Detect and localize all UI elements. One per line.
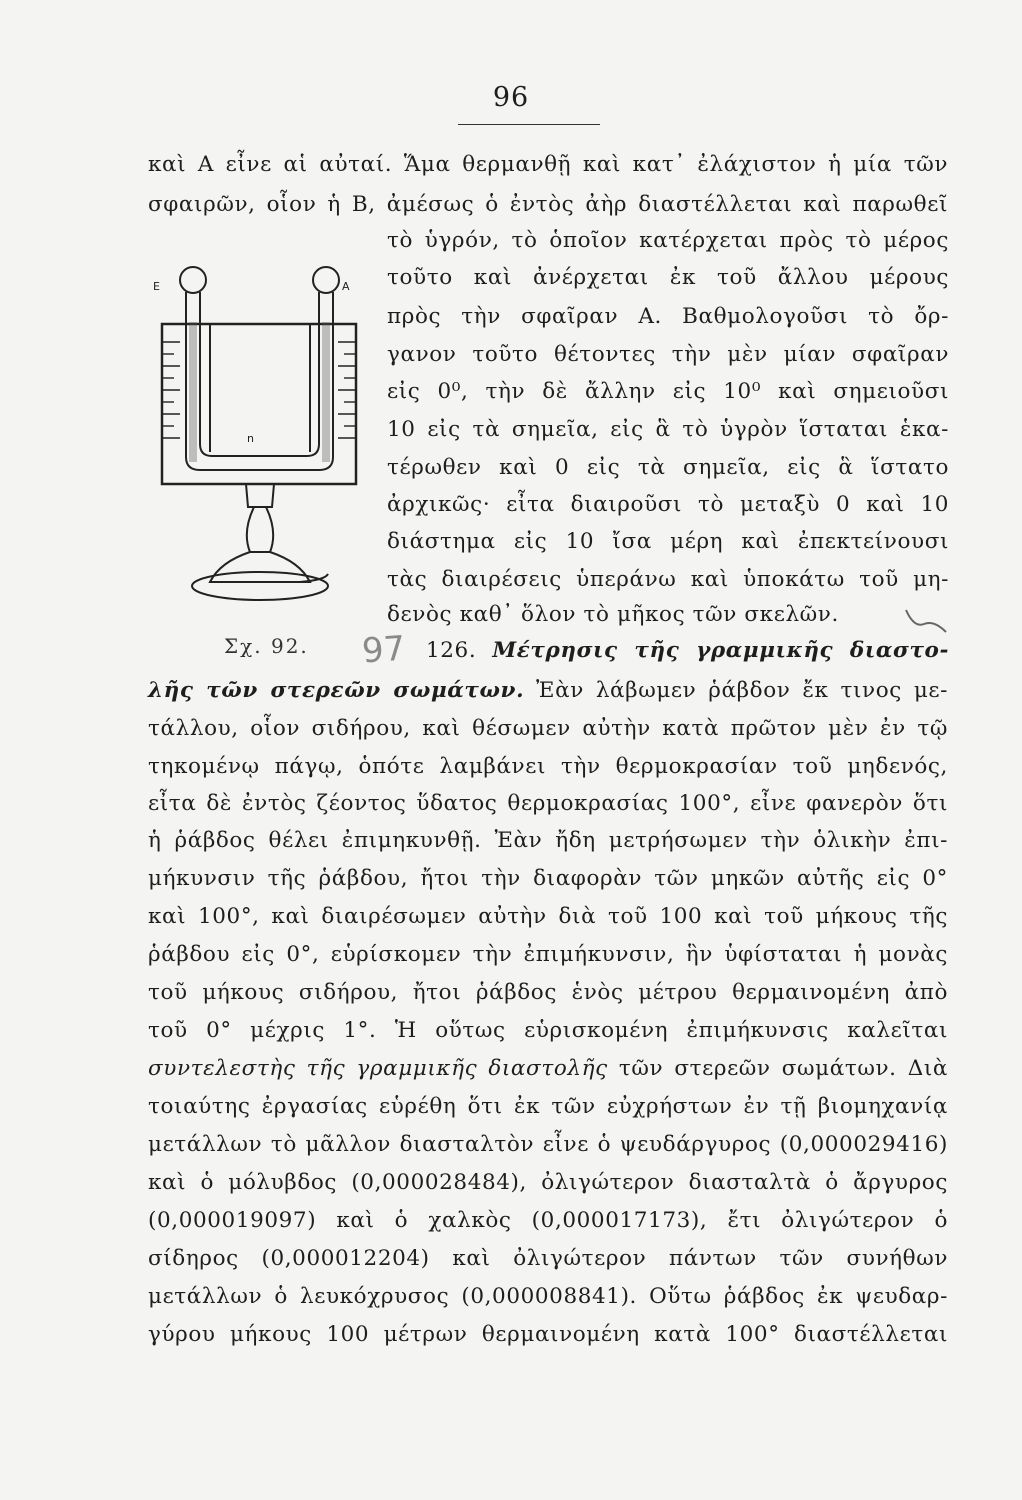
text-line: ἡ ῥάβδος θέλει ἐπιμηκυνθῇ. Ἐὰν ἤδη μετρήσωμεν τὴν ὁλικὴν ἐπι- [148,828,948,853]
section-heading [426,636,949,666]
text-line: καὶ Α εἶνε αἱ αὐταί. Ἅμα θερμανθῇ καὶ κατ᾽ ἐλάχιστον ἡ μία τῶν [148,152,948,177]
text-line: (0,000019097) καὶ ὁ χαλκὸς (0,000017173), ἔτι ὀλιγώτερον ὁ [148,1208,948,1233]
text-line: καὶ ὁ μόλυβδος (0,000028484), ὀλιγώτερον διασταλτὰ ὁ ἄργυρος [148,1170,948,1195]
text-line: τοῦ 0° μέχρις 1°. Ἡ οὕτως εὑρισκομένη ἐπιμήκυνσις καλεῖται [148,1018,948,1043]
text-line: τὸ ὑγρόν, τὸ ὁποῖον κατέρχεται πρὸς τὸ μέρος [387,228,949,253]
text-line: εἶτα δὲ ἐντὸς ζέοντος ὕδατος θερμοκρασίας 100°, εἶνε φανερὸν ὅτι [148,791,948,816]
text-line: σίδηρος (0,000012204) καὶ ὀλιγώτερον πάντων τῶν συνήθων [148,1246,948,1271]
text-line: μετάλλων τὸ μᾶλλον διασταλτὸν εἶνε ὁ ψευδάργυρος (0,000029416) [148,1132,948,1157]
bulb-e [180,267,206,293]
bulb-a [313,267,339,293]
text-line: δενὸς καθ᾽ ὅλον τὸ μῆκος τῶν σκελῶν. [387,602,839,627]
pencil-mark [902,598,952,638]
pencil-annotation: 97 [360,628,407,672]
section-title-cont: λῆς τῶν στερεῶν σωμάτων. [148,678,525,703]
page-number: 96 [492,82,530,113]
label-e: Ε [153,280,160,293]
text-line: εἰς 0⁰, τὴν δὲ ἄλλην εἰς 10⁰ καὶ σημειοῦσι [387,379,949,404]
label-n: n [247,432,254,445]
text-line: καὶ 100°, καὶ διαιρέσωμεν αὐτὴν διὰ τοῦ 100 καὶ τοῦ μήκους τῆς [148,904,948,929]
text-line: μετάλλων ὁ λευκόχρυσος (0,000008841). Οὕτω ῥάβδος ἐκ ψευδαρ- [148,1284,948,1309]
text-line: γανον τοῦτο θέτοντες τὴν μὲν μίαν σφαῖραν [387,342,949,367]
text-line: ῥάβδου εἰς 0°, εὑρίσκομεν τὴν ἐπιμήκυνσιν, ἣν ὑφίσταται ἡ μονὰς [148,942,948,967]
text-line: συντελεστὴς τῆς γραμμικῆς διαστολῆς τῶν στερεῶν σωμάτων. Διὰ [148,1056,948,1081]
text-line: τοῦ μήκους σιδήρου, ἤτοι ῥάβδος ἑνὸς μέτρου θερμαινομένη ἀπὸ [148,980,948,1005]
text-line: τάλλου, οἷον σιδήρου, καὶ θέσωμεν αὐτὴν κατὰ πρῶτον μὲν ἐν τῷ [148,716,948,741]
text-line: σφαιρῶν, οἷον ἡ Β, ἀμέσως ὁ ἐντὸς ἀὴρ διαστέλλεται καὶ παρωθεῖ [148,192,948,217]
text-line: πρὸς τὴν σφαῖραν Α. Βαθμολογοῦσι τὸ ὄρ- [387,304,949,329]
text-line: τοῦτο καὶ ἀνέρχεται ἐκ τοῦ ἄλλου μέρους [387,265,949,290]
section-title: Μέτρησις τῆς γραμμικῆς διαστο- [492,638,949,663]
text-line: τέρωθεν καὶ 0 εἰς τὰ σημεῖα, εἰς ἃ ἵστατο [387,455,949,480]
text-line: ἀρχικῶς· εἶτα διαιροῦσι τὸ μεταξὺ 0 καὶ 10 [387,492,949,517]
text-line: γύρου μήκους 100 μέτρων θερμαινομένη κατὰ 100° διαστέλλεται [148,1322,948,1347]
text-line: τὰς διαιρέσεις ὑπεράνω καὶ ὑποκάτω τοῦ μη- [387,567,949,592]
text-line: 10 εἰς τὰ σημεῖα, εἰς ἃ τὸ ὑγρὸν ἵσταται ἑκα- [387,417,949,442]
label-a: Α [342,280,350,293]
text-line: τοιαύτης ἐργασίας εὑρέθη ὅτι ἐκ τῶν εὐχρήστων ἐν τῇ βιομηχανίᾳ [148,1094,948,1119]
section-number: 126. [426,638,477,663]
thermoscope-figure [150,262,370,622]
coefficient-term: συντελεστὴς τῆς γραμμικῆς διαστολῆς [148,1056,608,1081]
figure-caption: Σχ. 92. [224,634,309,658]
text-line: τηκομένῳ πάγῳ, ὁπότε λαμβάνει τὴν θερμοκρασίαν τοῦ μηδενός, [148,754,948,779]
text-line: λῆς τῶν στερεῶν σωμάτων. Ἐὰν λάβωμεν ῥάβδον ἔκ τινος με- [148,678,949,703]
text-line: μήκυνσιν τῆς ῥάβδου, ἤτοι τὴν διαφορὰν τῶν μηκῶν αὐτῆς εἰς 0° [148,866,948,891]
header-rule [458,124,600,125]
text-line: διάστημα εἰς 10 ἴσα μέρη καὶ ἐπεκτείνουσι [387,529,949,554]
